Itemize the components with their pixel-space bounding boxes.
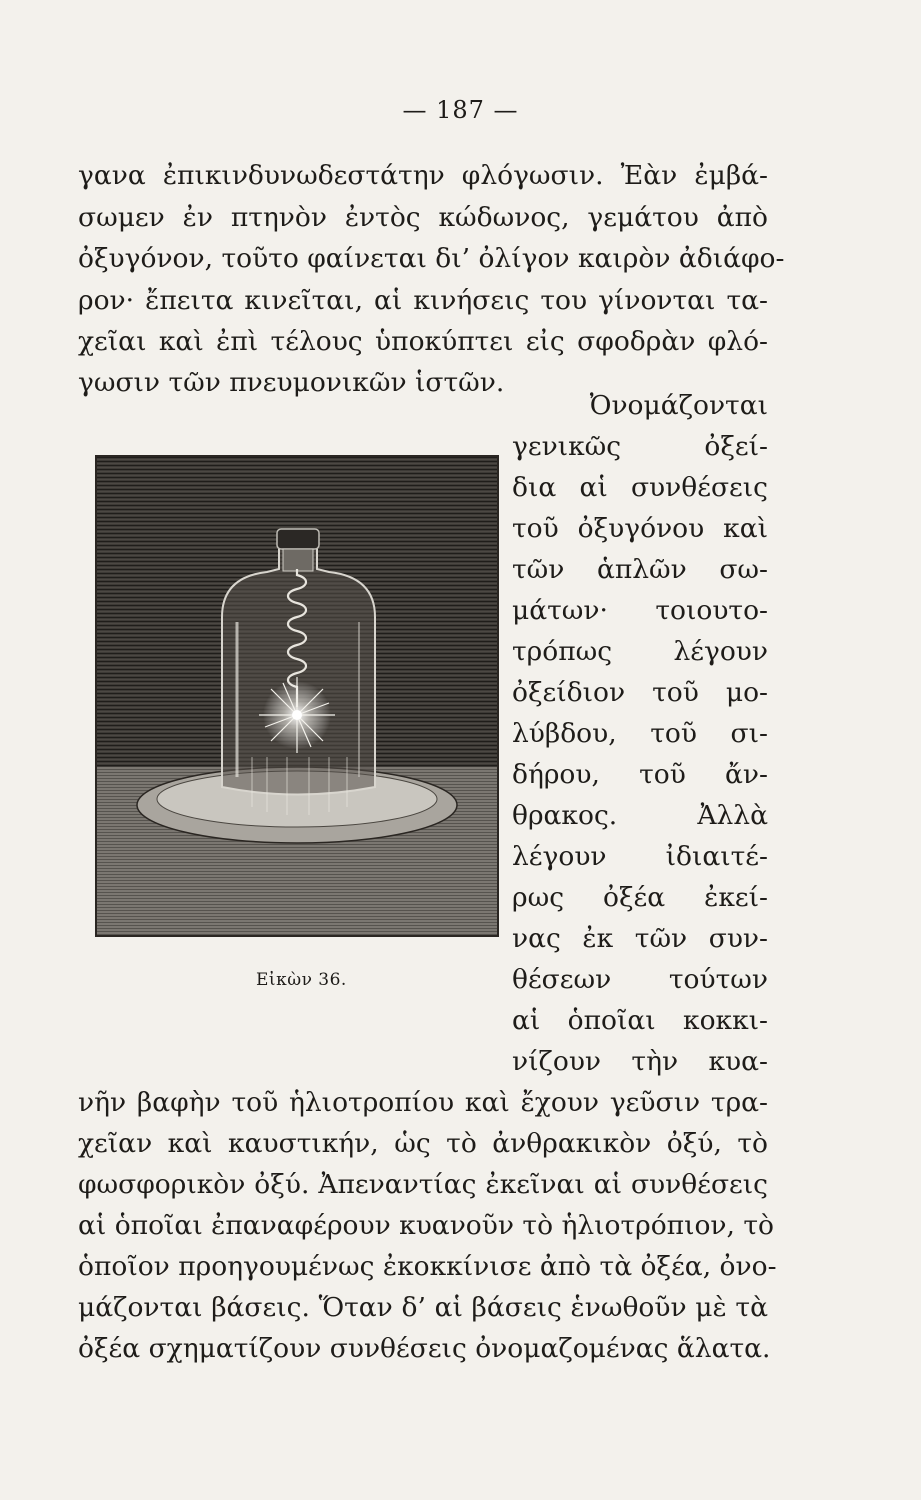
bell-jar [222,547,375,795]
side-text-line: ρως ὀξέα ἐκεί- [512,882,768,913]
page-number: — 187 — [402,96,519,124]
text-line: ὀξυγόνον, τοῦτο φαίνεται δι’ ὀλίγον καιρὸν ἀδιάφο- [78,243,785,274]
side-text-line: δια αἱ συνθέσεις [512,472,768,503]
text-line: ὀξέα σχηματίζουν συνθέσεις ὀνομαζομένας ἅλατα. [78,1333,771,1364]
side-text-line: Ὀνομάζονται [589,390,768,421]
side-text-line: δήρου, τοῦ ἄν- [512,759,768,790]
side-text-line: λέγουν ἰδιαιτέ- [512,841,768,872]
text-line: χεῖαι καὶ ἐπὶ τέλους ὑποκύπτει εἰς σφοδρὰν φλό- [78,326,768,357]
text-line: ρον· ἔπειτα κινεῖται, αἱ κινήσεις του γίνονται τα- [78,285,768,316]
text-line: μάζονται βάσεις. Ὅταν δ’ αἱ βάσεις ἑνωθοῦν μὲ τὰ [78,1292,768,1323]
side-text-line: νίζουν τὴν κυα- [512,1046,768,1077]
text-line: φωσφορικὸν ὀξύ. Ἀπεναντίας ἐκεῖναι αἱ συνθέσεις [78,1169,768,1200]
side-text-line: τοῦ ὀξυγόνου καὶ [512,513,768,544]
text-line: ὁποῖον προηγουμένως ἐκοκκίνισε ἀπὸ τὰ ὀξέα, ὀνο- [78,1251,777,1282]
text-line: σωμεν ἐν πτηνὸν ἐντὸς κώδωνος, γεμάτου ἀπὸ [78,202,768,233]
side-text-line: γενικῶς ὀξεί- [512,431,768,462]
side-text-line: νας ἐκ τῶν συν- [512,923,768,954]
side-text-line: αἱ ὁποῖαι κοκκι- [512,1005,768,1036]
figure-caption: Εἰκὼν 36. [256,970,347,990]
side-text-line: μάτων· τοιουτο- [512,595,768,626]
stopper [277,529,319,549]
text-line: αἱ ὁποῖαι ἐπαναφέρουν κυανοῦν τὸ ἡλιοτρόπιον, τὸ [78,1210,774,1241]
bell-jar-illustration [95,455,499,937]
spark-core [292,710,302,720]
side-text-line: ὀξείδιον τοῦ μο- [512,677,768,708]
bell-jar-engraving [97,457,497,935]
jar-neck [283,549,313,571]
text-line: γωσιν τῶν πνευμονικῶν ἱστῶν. [78,367,505,398]
side-text-line: τῶν ἁπλῶν σω- [512,554,768,585]
text-line: χεῖαν καὶ καυστικήν, ὡς τὸ ἀνθρακικὸν ὀξύ, τὸ [78,1128,768,1159]
text-line: νῆν βαφὴν τοῦ ἡλιοτροπίου καὶ ἔχουν γεῦσιν τρα- [78,1087,768,1118]
side-text-line: θρακος. Ἀλλὰ [512,800,768,831]
text-line: γανα ἐπικινδυνωδεστάτην φλόγωσιν. Ἐὰν ἐμβά- [78,160,768,191]
side-text-line: λύβδου, τοῦ σι- [512,718,768,749]
side-text-line: θέσεων τούτων [512,964,768,995]
side-text-line: τρόπως λέγουν [512,636,768,667]
